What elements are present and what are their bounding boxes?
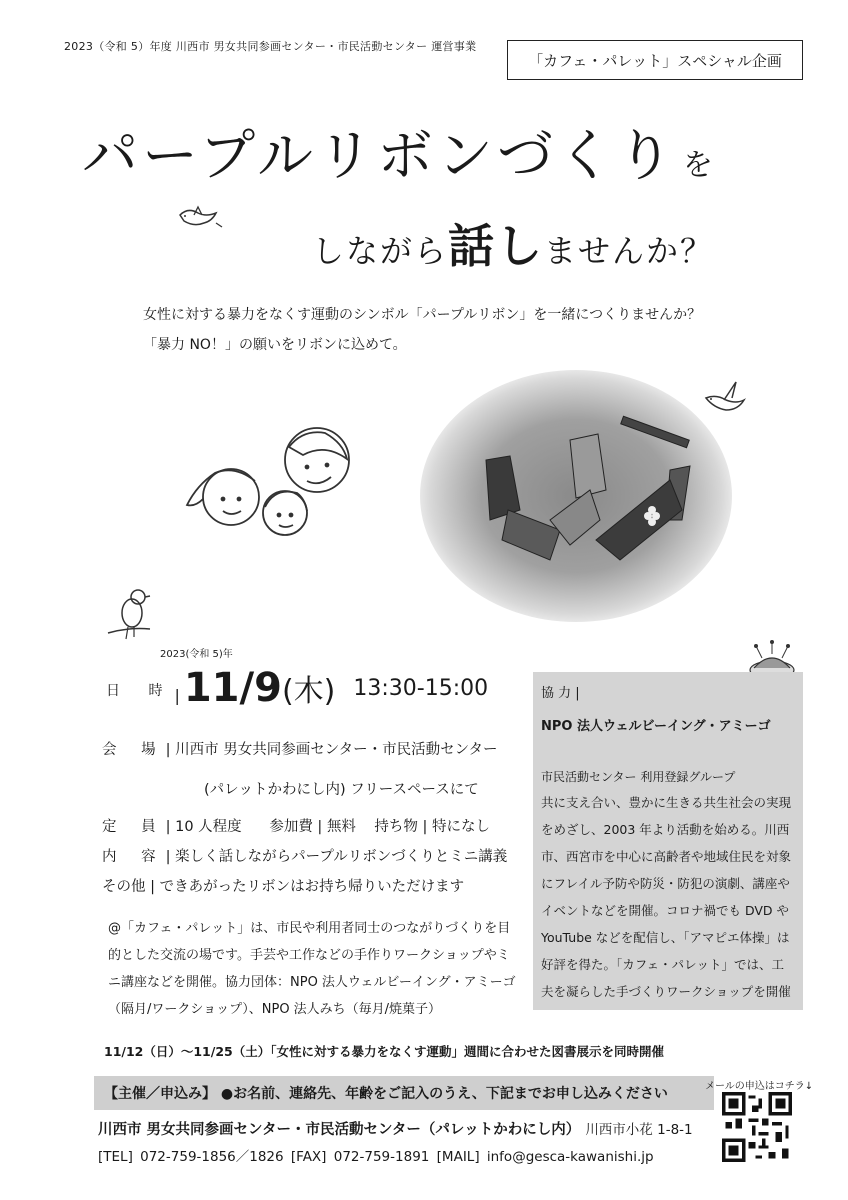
event-date: 11/9 [183,665,282,711]
date-label: 日 時 [106,683,175,699]
cafe-palette-note [108,915,518,1023]
organizer-line: 2023（令和 5）年度 川西市 男女共同参画センター・市民活動センター 運営事業 [64,40,477,53]
title-line-2 [312,210,714,276]
venue-row-2: (パレットかわにし内) フリースペースにて [204,782,479,798]
center-name: 川西市 男女共同参画センター・市民活動センター（パレットかわにし内） [98,1122,581,1138]
intro-line-2: 「暴力 NO！」の願いをリボンに込めて。 [143,337,407,353]
venue-row: 会 場| 川西市 男女共同参画センター・市民活動センター [102,742,498,758]
capacity-row: 定 員| 10 人程度 参加費 | 無料 持ち物 | 特になし [102,819,490,835]
cooperation-org: NPO 法人ウェルビーイング・アミーゴ [541,719,771,734]
bring-label: 持ち物 [374,819,418,835]
cooperation-box [533,672,803,1010]
cooperation-heading-text: 協 力 [541,686,572,701]
cooperation-group: 市民活動センター 利用登録グループ [541,770,736,784]
title-main: パープルリボンづくり [82,124,677,189]
special-event-box: 「カフェ・パレット」スペシャル企画 [507,40,803,80]
content-label: 内 容 [102,849,166,865]
other-label: その他 [102,879,146,895]
event-weekday: (木) [281,674,336,709]
capacity-label: 定 員 [102,819,166,835]
ribbon-photo [420,370,732,622]
separator: | [174,686,180,705]
other-value: できあがったリボンはお持ち帰りいただけます [159,879,465,895]
venue-label: 会 場 [102,742,166,758]
capacity-value: 10 人程度 [175,819,242,835]
other-row: その他 | できあがったリボンはお持ち帰りいただけます [102,879,465,895]
cooperation-heading: 協 力 | [541,686,580,701]
qr-code-icon[interactable] [722,1092,792,1162]
cooperation-description: 共に支え合い、豊かに生きる共生社会の実現をめざし、2003 年より活動を始める。川西市、西宮市を中心に高齢者や地域住民を対象にフレイル予防や防災・防犯の演劇、講座やイベントなどを開催。コロナ禍でも DVD や YouTube などを配信し、「アマピエ体操」は好評を得た。「カフェ・パレット」では、工夫を凝らした手づくりワークショップを開催 [541,795,792,999]
apply-bar-text: 【主催／申込み】 ●お名前、連絡先、年齢をご記入のうえ、下記までお申し込みください [104,1086,668,1102]
title2-pre: しながら [312,232,449,270]
event-year: 2023(令和 5)年 [160,649,233,660]
title-line-1 [82,112,717,192]
date-row [106,665,488,711]
book-exhibit-note: 11/12（日）～11/25（土）「女性に対する暴力をなくす運動」週間に合わせた図書展示を同時開催 [104,1044,664,1059]
fee-value: 無料 [326,819,356,835]
snail-icon: @ [108,921,121,936]
fee-label: 参加費 [269,819,313,835]
family-faces-illustration [185,425,385,545]
title2-post: ませんか？ [544,232,715,270]
bird-icon [176,205,224,235]
intro-line-1: 女性に対する暴力をなくす運動のシンボル「パープルリボン」を一緒につくりませんか？ [143,307,702,323]
venue-value: 川西市 男女共同参画センター・市民活動センター [175,742,498,758]
qr-label: メールの申込はコチラ↓ [705,1081,814,1092]
title2-bold: 話し [448,219,545,273]
content-row: 内 容| 楽しく話しながらパープルリボンづくりとミニ講義 [102,849,508,865]
note-text: 「カフェ・パレット」は、市民や利用者同士のつながりづくりを目的とした交流の場です。手芸や工作などの手作りワークショップやミニ講座などを開催。協力団体：NPO 法人ウェルビーイング・アミーゴ（隔月/ワークショップ）、NPO 法人みち（毎月/焼菓子） [108,921,516,1017]
bring-value: 特になし [431,819,490,835]
center-address: 川西市小花 1-8-1 [585,1122,693,1138]
organizer-center [98,1118,693,1139]
apply-bar [94,1076,714,1110]
content-value: 楽しく話しながらパープルリボンづくりとミニ講義 [175,849,508,865]
intro-text [143,300,701,360]
event-time: 13:30-15:00 [353,676,489,701]
title-suffix: を [682,148,717,183]
contact-info: [TEL] 072-759-1856／1826 [FAX] 072-759-1891 [MAIL] info@gesca-kawanishi.jp [98,1149,654,1165]
perched-bird-icon [104,585,154,645]
